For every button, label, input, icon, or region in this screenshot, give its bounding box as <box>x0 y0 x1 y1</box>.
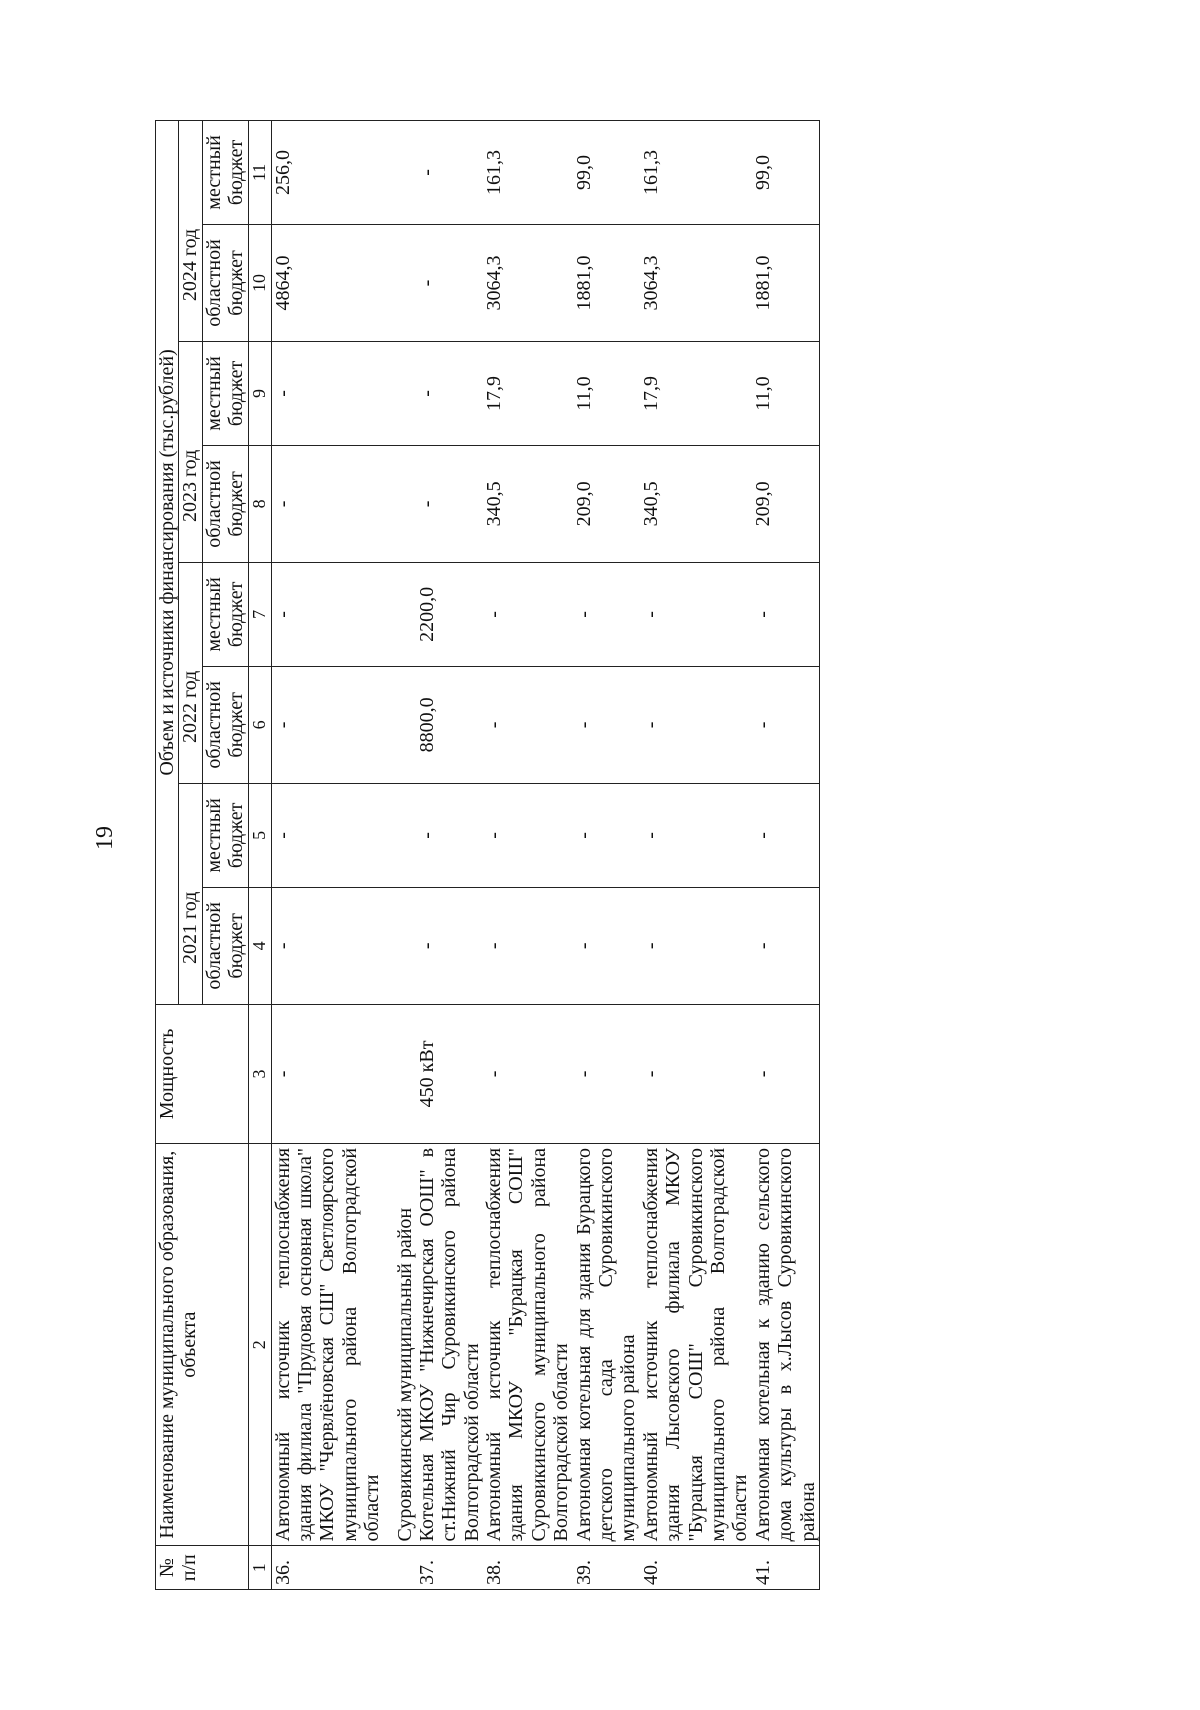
value-cell: 209,0 <box>752 445 820 562</box>
section-row <box>394 121 416 1590</box>
header-regional-2022: областной бюджет <box>202 666 248 783</box>
value-cell: 11,0 <box>573 342 640 446</box>
header-name: Наименование муниципального образования, объекта <box>156 1143 249 1546</box>
column-index: 7 <box>248 563 271 667</box>
column-index: 4 <box>248 887 271 1004</box>
row-number: 41. <box>752 1546 820 1590</box>
table-row <box>271 121 393 1590</box>
value-cell: - <box>752 563 820 667</box>
value-cell: - <box>640 563 752 667</box>
value-cell: - <box>483 666 573 783</box>
value-cell: 209,0 <box>573 445 640 562</box>
value-cell: 256,0 <box>271 121 393 225</box>
column-index: 8 <box>248 445 271 562</box>
value-cell: 161,3 <box>483 121 573 225</box>
power-value: - <box>752 1004 820 1143</box>
value-cell: 8800,0 <box>416 666 483 783</box>
value-cell: - <box>271 445 393 562</box>
value-cell: 11,0 <box>752 342 820 446</box>
column-index-row <box>248 121 271 1590</box>
header-funding: Объем и источники финансирования (тыс.рублей) <box>156 121 179 1005</box>
value-cell: 3064,3 <box>640 224 752 341</box>
column-index: 11 <box>248 121 271 225</box>
value-cell: 17,9 <box>483 342 573 446</box>
column-index: 6 <box>248 666 271 783</box>
object-name: Автономная котельная к зданию сельского дома культуры в х.Лысов Суровикинского района <box>752 1143 820 1546</box>
value-cell: 99,0 <box>752 121 820 225</box>
value-cell: - <box>573 563 640 667</box>
value-cell: - <box>271 887 393 1004</box>
header-year-2023: 2023 год <box>179 342 202 563</box>
table-row <box>416 121 483 1590</box>
value-cell: - <box>573 887 640 1004</box>
value-cell: - <box>271 563 393 667</box>
power-value: 450 кВт <box>416 1004 483 1143</box>
power-value: - <box>573 1004 640 1143</box>
column-index: 2 <box>248 1143 271 1546</box>
value-cell: 2200,0 <box>416 563 483 667</box>
value-cell: 99,0 <box>573 121 640 225</box>
header-year-2021: 2021 год <box>179 783 202 1004</box>
row-number: 38. <box>483 1546 573 1590</box>
page-number: 19 <box>92 826 118 850</box>
value-cell: 1881,0 <box>752 224 820 341</box>
header-local-2024: местный бюджет <box>202 121 248 225</box>
value-cell: 340,5 <box>640 445 752 562</box>
value-cell: - <box>483 563 573 667</box>
value-cell: - <box>752 666 820 783</box>
value-cell: - <box>752 887 820 1004</box>
object-name: Автономный источник теплоснабжения здания МКОУ "Бурацкая СОШ" Суровикинского муниципального района Волгоградской области <box>483 1143 573 1546</box>
value-cell: - <box>271 783 393 887</box>
value-cell: 3064,3 <box>483 224 573 341</box>
column-index: 1 <box>248 1546 271 1590</box>
header-regional-2021: областной бюджет <box>202 887 248 1004</box>
object-name: Автономный источник теплоснабжения здания филиала "Прудовая основная школа" МКОУ "Червлёновская СШ" Светлоярского муниципального района Волгоградской области <box>271 1143 393 1546</box>
header-no: № п/п <box>156 1546 249 1590</box>
object-name: Котельная МКОУ "Нижнечирская ООШ" в ст.Нижний Чир Суровикинского района Волгоградской области <box>416 1143 483 1546</box>
value-cell: - <box>416 445 483 562</box>
value-cell: - <box>271 342 393 446</box>
value-cell: - <box>752 783 820 887</box>
section-title: Суровикинский муниципальный район <box>394 1143 416 1546</box>
row-number: 36. <box>271 1546 393 1590</box>
header-year-2022: 2022 год <box>179 563 202 784</box>
value-cell: - <box>416 342 483 446</box>
value-cell: 1881,0 <box>573 224 640 341</box>
header-power: Мощность <box>156 1004 249 1143</box>
header-local-2021: местный бюджет <box>202 783 248 887</box>
header-regional-2024: областной бюджет <box>202 224 248 341</box>
value-cell: - <box>483 887 573 1004</box>
header-year-2024: 2024 год <box>179 121 202 342</box>
row-number: 37. <box>416 1546 483 1590</box>
value-cell: - <box>483 783 573 887</box>
power-value: - <box>271 1004 393 1143</box>
value-cell: - <box>573 783 640 887</box>
header-local-2022: местный бюджет <box>202 563 248 667</box>
column-index: 5 <box>248 783 271 887</box>
value-cell: - <box>640 666 752 783</box>
table-row <box>752 121 820 1590</box>
object-name: Автономная котельная для здания Бурацкого детского сада Суровикинского муниципального района <box>573 1143 640 1546</box>
rotated-page-content <box>155 120 1155 1590</box>
object-name: Автономный источник теплоснабжения здания Лысовского филиала МКОУ "Бурацкая СОШ" Суровикинского муниципального района Волгоградской области <box>640 1143 752 1546</box>
header-local-2023: местный бюджет <box>202 342 248 446</box>
table-row <box>640 121 752 1590</box>
row-number: 39. <box>573 1546 640 1590</box>
value-cell: - <box>573 666 640 783</box>
header-regional-2023: областной бюджет <box>202 445 248 562</box>
financing-table <box>155 120 820 1590</box>
power-value: - <box>483 1004 573 1143</box>
value-cell: - <box>640 783 752 887</box>
table-row <box>483 121 573 1590</box>
table-row <box>573 121 640 1590</box>
value-cell: - <box>416 224 483 341</box>
row-number: 40. <box>640 1546 752 1590</box>
column-index: 10 <box>248 224 271 341</box>
value-cell: - <box>271 666 393 783</box>
value-cell: 4864,0 <box>271 224 393 341</box>
column-index: 3 <box>248 1004 271 1143</box>
value-cell: - <box>416 783 483 887</box>
value-cell: - <box>640 887 752 1004</box>
column-index: 9 <box>248 342 271 446</box>
value-cell: 340,5 <box>483 445 573 562</box>
power-value: - <box>640 1004 752 1143</box>
value-cell: - <box>416 121 483 225</box>
value-cell: 17,9 <box>640 342 752 446</box>
value-cell: - <box>416 887 483 1004</box>
value-cell: 161,3 <box>640 121 752 225</box>
